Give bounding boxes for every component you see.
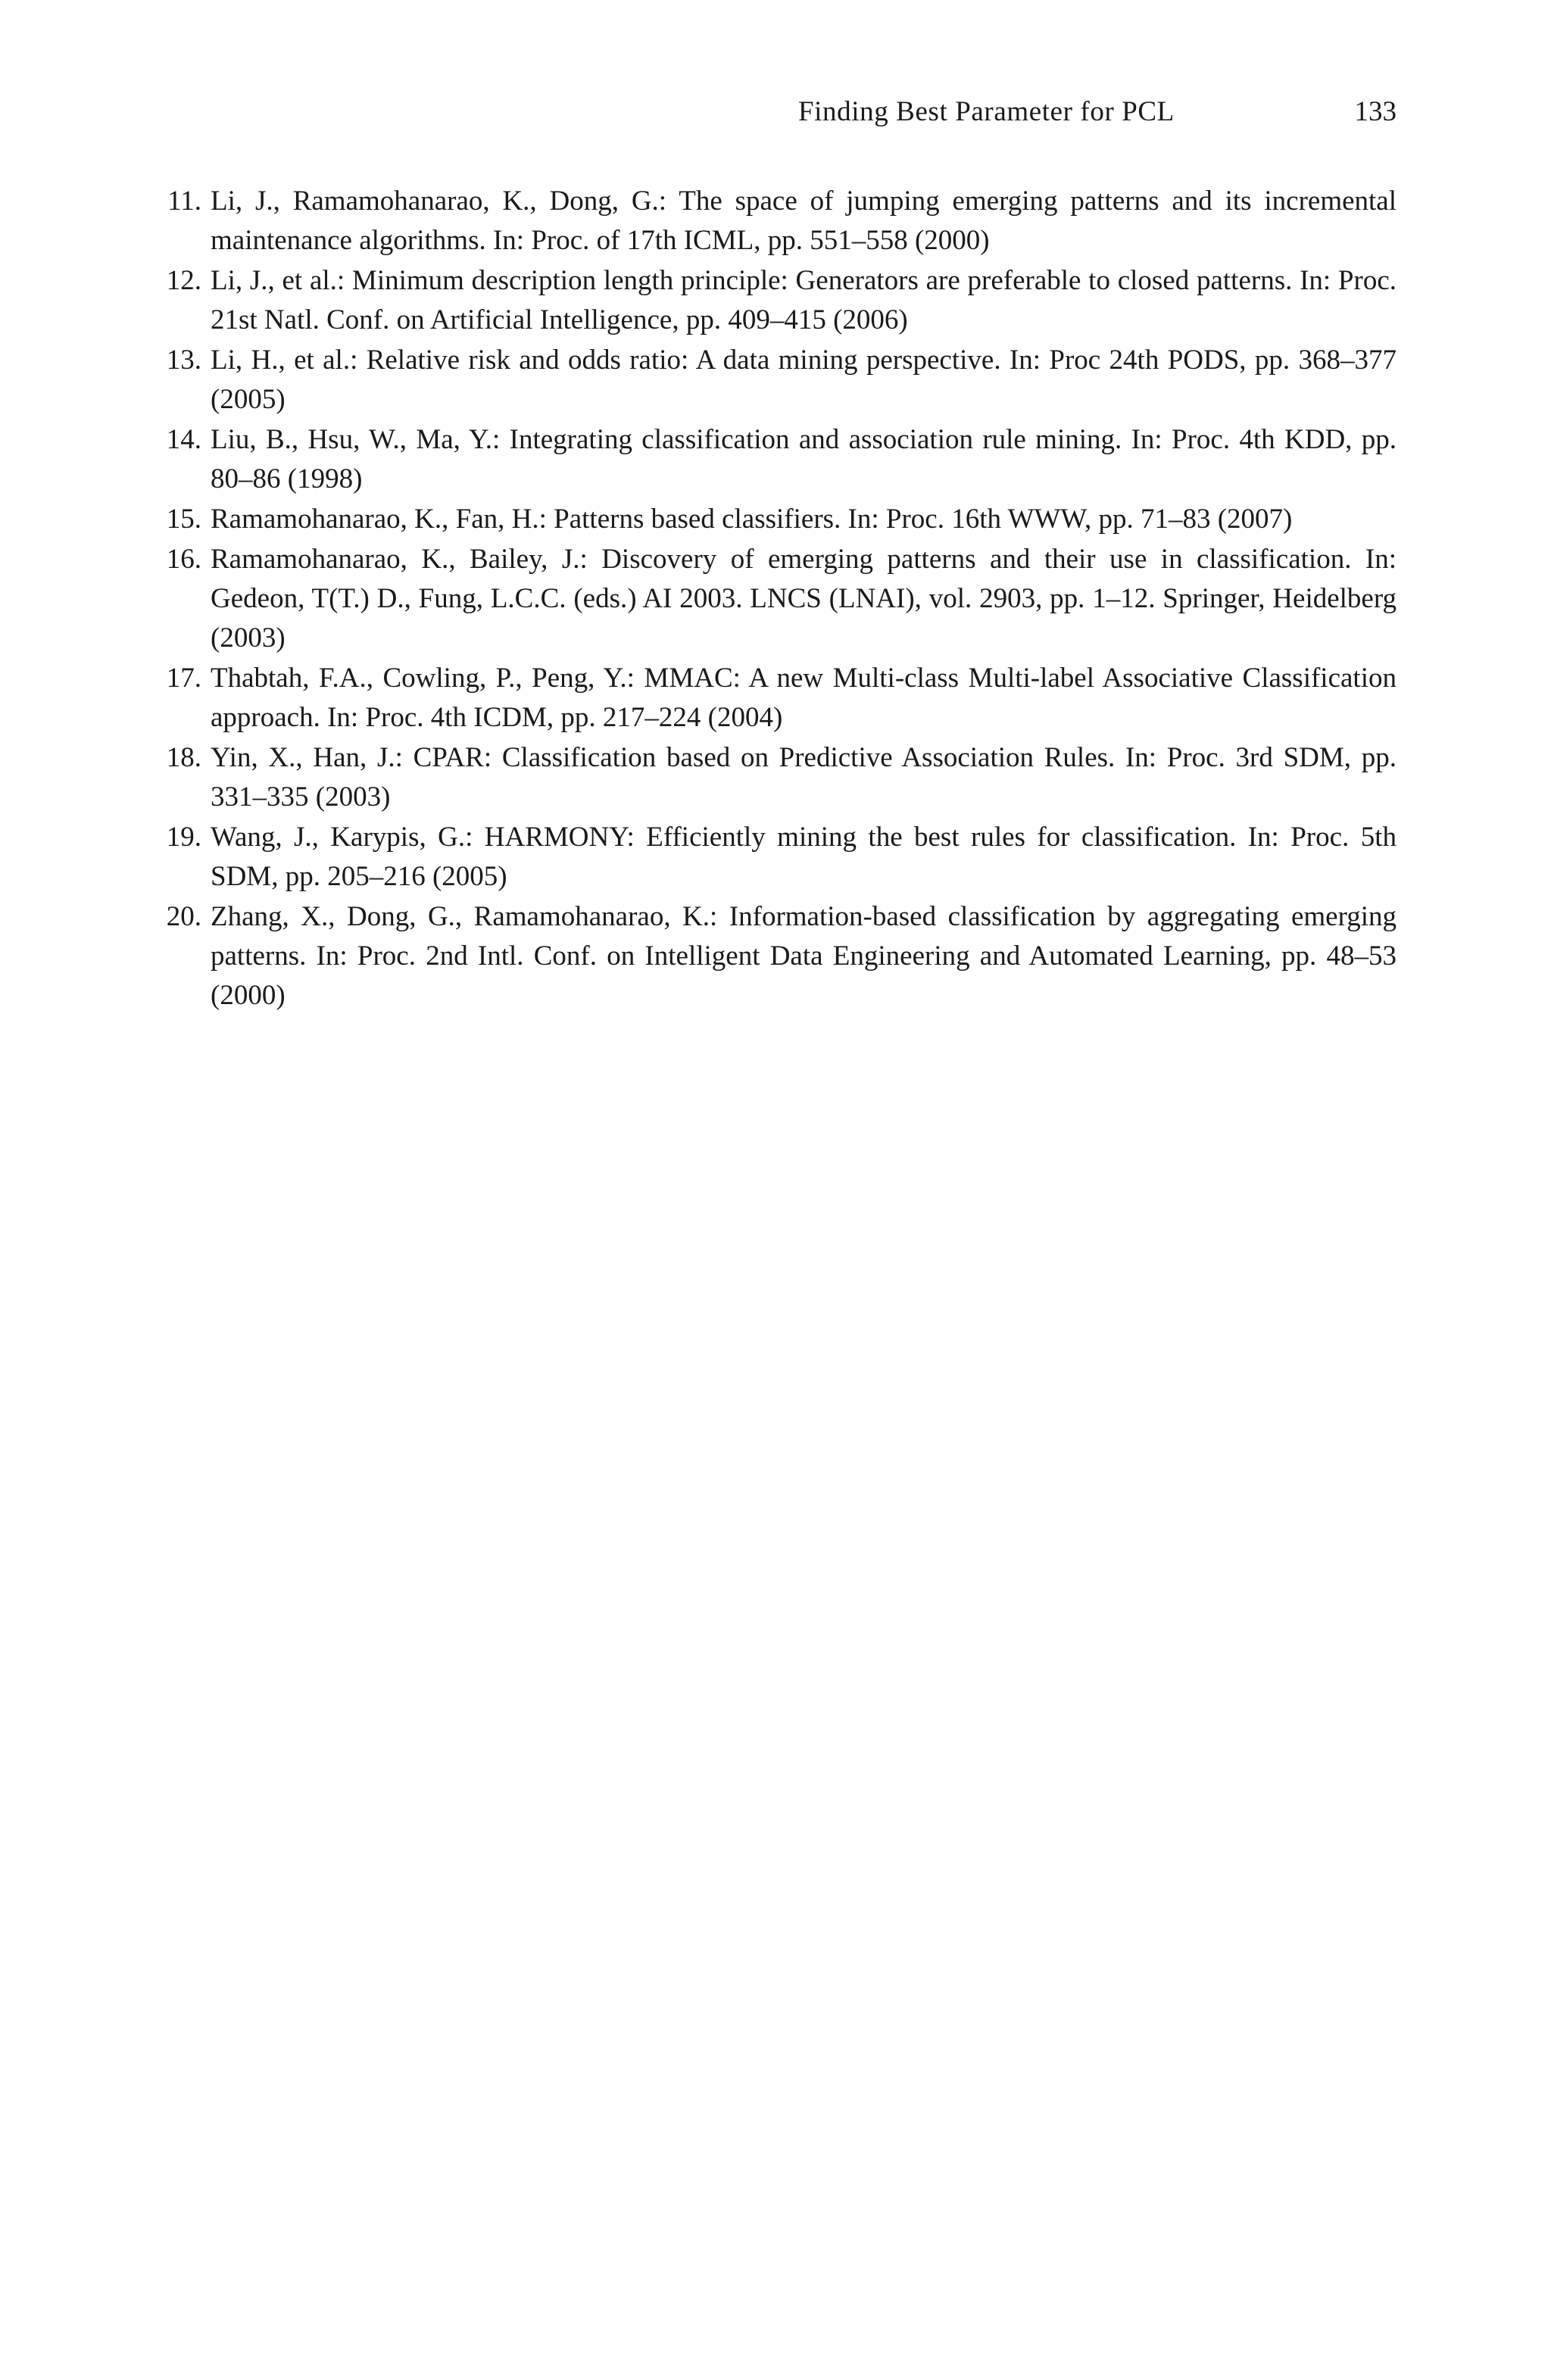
reference-item [151,341,1397,420]
reference-item [151,897,1397,1015]
reference-text: Wang, J., Karypis, G.: HARMONY: Efficiently mining the best rules for classification. In: Proc. 5th SDM, pp. 205–216 (2005) [211,822,1397,892]
reference-text: Ramamohanarao, K., Fan, H.: Patterns based classifiers. In: Proc. 16th WWW, pp. 71–83 (2007) [211,504,1293,535]
reference-number: 20. [166,901,201,932]
reference-text: Li, H., et al.: Relative risk and odds ratio: A data mining perspective. In: Proc 24th PODS, pp. 368–377 (2005) [211,345,1397,415]
running-head [798,97,1397,127]
reference-number: 13. [166,345,201,376]
reference-item [151,420,1397,499]
reference-text: Li, J., Ramamohanarao, K., Dong, G.: The space of jumping emerging patterns and its incremental maintenance algorithms. In: Proc. of 17th ICML, pp. 551–558 (2000) [211,186,1397,256]
reference-item [151,738,1397,817]
reference-text: Liu, B., Hsu, W., Ma, Y.: Integrating classification and association rule mining. In: Proc. 4th KDD, pp. 80–86 (1998) [211,424,1397,494]
reference-number: 14. [166,424,201,455]
reference-item [151,182,1397,260]
reference-text: Zhang, X., Dong, G., Ramamohanarao, K.: Information-based classification by aggregating emerging patterns. In: Proc. 2nd Intl. Conf. on Intelligent Data Engineering and Automated Learning, pp. 48–53 (2000) [211,901,1397,1011]
reference-item [151,500,1397,539]
reference-number: 11. [167,186,201,217]
page-number: 133 [1354,96,1397,127]
reference-number: 12. [166,265,201,296]
reference-text: Ramamohanarao, K., Bailey, J.: Discovery of emerging patterns and their use in classification. In: Gedeon, T(T.) D., Fung, L.C.C. (eds.) AI 2003. LNCS (LNAI), vol. 2903, pp. 1–12. Springer, Heidelberg (2003) [211,544,1397,653]
reference-number: 19. [166,822,201,853]
reference-item [151,261,1397,340]
reference-item [151,540,1397,658]
reference-text: Li, J., et al.: Minimum description length principle: Generators are preferable to closed patterns. In: Proc. 21st Natl. Conf. on Artificial Intelligence, pp. 409–415 (2006) [211,265,1397,335]
running-title: Finding Best Parameter for PCL [798,96,1175,127]
reference-text: Thabtah, F.A., Cowling, P., Peng, Y.: MMAC: A new Multi-class Multi-label Associative Classification approach. In: Proc. 4th ICDM, pp. 217–224 (2004) [211,663,1397,733]
reference-item [151,818,1397,897]
reference-text: Yin, X., Han, J.: CPAR: Classification based on Predictive Association Rules. In: Proc. 3rd SDM, pp. 331–335 (2003) [211,742,1397,813]
reference-number: 17. [166,663,201,694]
reference-number: 18. [166,742,201,773]
reference-item [151,659,1397,738]
reference-number: 16. [166,544,201,575]
reference-number: 15. [166,504,201,535]
reference-list [151,182,1397,1016]
